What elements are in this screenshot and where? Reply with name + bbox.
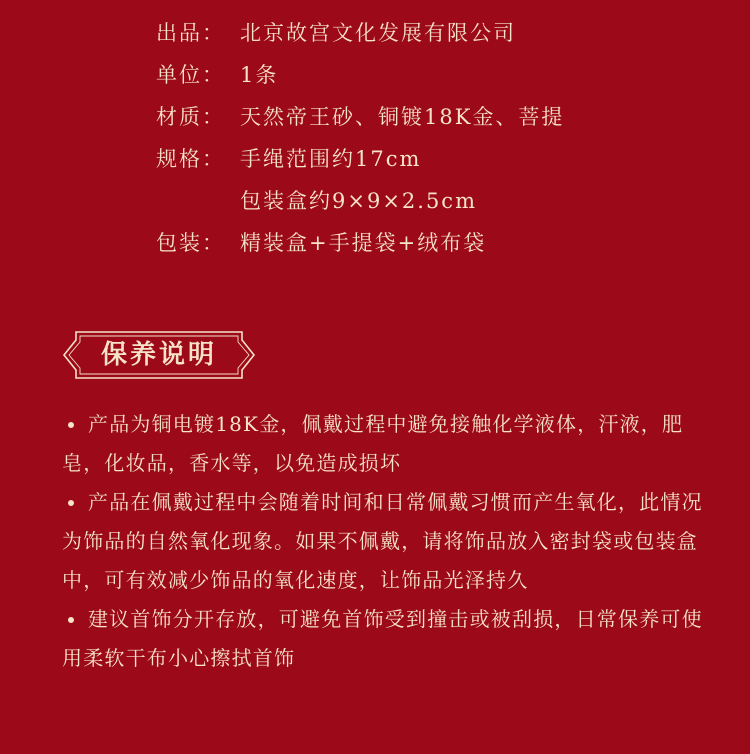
care-note-text: 产品为铜电镀18K金，佩戴过程中避免接触化学液体，汗液，肥皂，化妆品，香水等，以免造成损坏 [62,412,684,475]
info-value: 手绳范围约17cm [240,147,422,171]
info-row-packaging [156,222,716,264]
info-label: 规格： [156,147,225,171]
product-info [156,12,716,264]
care-note-text: 产品在佩戴过程中会随着时间和日常佩戴习惯而产生氧化，此情况为饰品的自然氧化现象。如果不佩戴，请将饰品放入密封袋或包装盒中，可有效减少饰品的氧化速度，让饰品光泽持久 [62,490,703,592]
info-value: 1条 [240,63,279,87]
care-notes [62,405,712,678]
info-value: 天然帝王砂、铜镀18K金、菩提 [240,105,565,129]
info-value: 包装盒约9×9×2.5cm [240,189,477,213]
care-note-text: 建议首饰分开存放，可避免首饰受到撞击或被刮损，日常保养可使用柔软干布小心擦拭首饰 [62,607,703,670]
care-note [62,600,712,678]
info-row-spec [156,138,716,180]
info-row-unit [156,54,716,96]
section-title-text: 保养说明 [100,340,217,370]
bullet-icon [68,500,74,506]
bullet-icon [68,422,74,428]
care-section-title [62,330,256,380]
info-row-spec-box [156,180,716,222]
info-value: 精装盒+手提袋+绒布袋 [240,231,487,255]
info-row-material [156,96,716,138]
bullet-icon [68,617,74,623]
care-note [62,483,712,600]
info-label: 材质： [156,105,225,129]
info-label: 包装： [156,231,225,255]
care-note [62,405,712,483]
info-row-producer [156,12,716,54]
info-label: 出品： [156,21,225,45]
info-label: 单位： [156,63,225,87]
info-value: 北京故宫文化发展有限公司 [240,21,516,45]
info-label [156,180,240,222]
